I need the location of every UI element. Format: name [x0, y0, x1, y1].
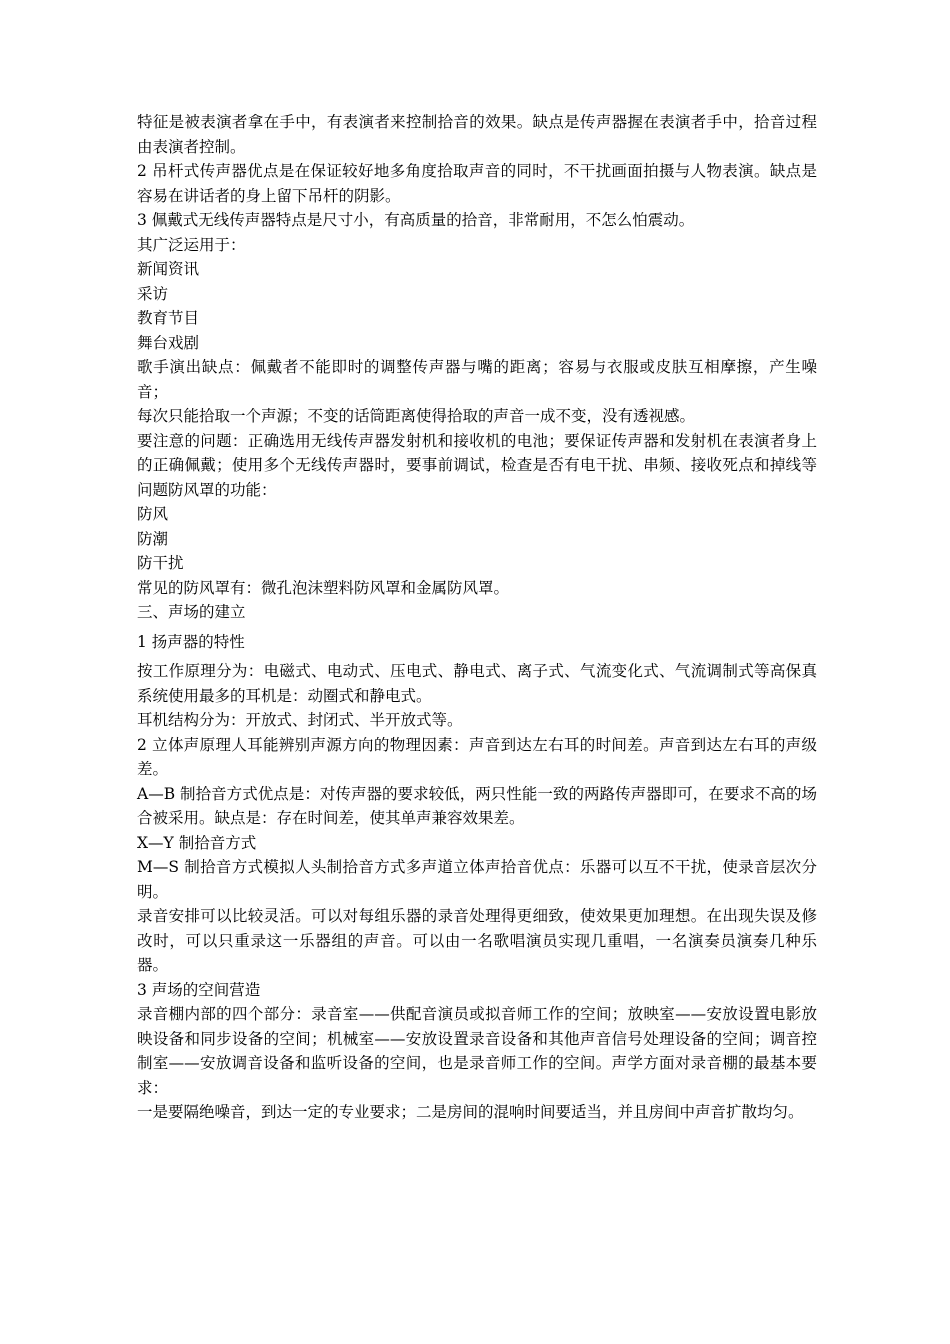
- paragraph-wearable-wireless-mic: 3 佩戴式无线传声器特点是尺寸小，有高质量的拾音，非常耐用，不怎么怕震动。: [137, 211, 695, 229]
- paragraph-working-principle: 按工作原理分为：电磁式、电动式、压电式、静电式、离子式、气流变化式、气流调制式等高保真系统使用最多的耳机是：动圈式和静电式。: [137, 662, 817, 705]
- list-item-moistureproof: 防潮: [137, 529, 169, 548]
- paragraph-recording-arrangement: 录音安排可以比较灵活。可以对每组乐器的录音处理得更细致，使效果更加理想。在出现失误及修改时，可以只重录这一乐器组的声音。可以由一名歌唱演员实现几重唱，一名演奏员演奏几种乐器。: [137, 907, 817, 974]
- paragraph-ab-technique: A—B 制拾音方式优点是：对传声器的要求较低，两只性能一致的两路传声器即可，在要求不高的场合被采用。缺点是：存在时间差，使其单声兼容效果差。: [137, 784, 817, 827]
- paragraph-mic-handheld-cons: 特征是被表演者拿在手中，有表演者来控制拾音的效果。缺点是传声器握在表演者手中，拾音过程由表演者控制。: [137, 113, 817, 156]
- paragraph-usage-intro: 其广泛运用于：: [137, 235, 246, 254]
- paragraph-attention-issues: 要注意的问题：正确选用无线传声器发射机和接收机的电池；要保证传声器和发射机在表演者身上的正确佩戴；使用多个无线传声器时，要事前调试，检查是否有电干扰、串频、接收死点和掉线等问题防风罩的功能：: [137, 431, 817, 499]
- subheading-speaker-characteristics: 1 扬声器的特性: [137, 632, 245, 651]
- list-item-windproof: 防风: [137, 505, 169, 523]
- list-item-education: 教育节目: [137, 309, 200, 327]
- paragraph-stereo-principle: 2 立体声原理人耳能辨别声源方向的物理因素：声音到达左右耳的时间差。声音到达左右耳的声级差。: [137, 735, 817, 778]
- paragraph-acoustic-requirements: 一是要隔绝噪音，到达一定的专业要求；二是房间的混响时间要适当，并且房间中声音扩散均匀。: [137, 1103, 804, 1121]
- paragraph-xy-technique: X—Y 制拾音方式: [137, 833, 257, 852]
- paragraph-windscreen-types: 常见的防风罩有：微孔泡沫塑料防风罩和金属防风罩。: [137, 578, 510, 597]
- section-heading-sound-field: 三、声场的建立: [137, 603, 246, 621]
- paragraph-boom-mic: 2 吊杆式传声器优点是在保证较好地多角度拾取声音的同时，不干扰画面拍摄与人物表演。缺点是容易在讲话者的身上留下吊杆的阴影。: [137, 162, 817, 205]
- subheading-spatial-construction: 3 声场的空间营造: [137, 980, 261, 999]
- paragraph-studio-parts: 录音棚内部的四个部分：录音室——供配音演员或拟音师工作的空间；放映室——安放设置电影放映设备和同步设备的空间；机械室——安放设置录音设备和其他声音信号处理设备的空间；调音控制室——安放调音设备和监听设备的空间，也是录音师工作的空间。声学方面对录音棚的最基本要求：: [137, 1005, 817, 1097]
- paragraph-headphone-structure: 耳机结构分为：开放式、封闭式、半开放式等。: [137, 711, 463, 729]
- document-body: [137, 110, 817, 1125]
- paragraph-singer-cons: 歌手演出缺点：佩戴者不能即时的调整传声器与嘴的距离；容易与衣服或皮肤互相摩擦，产生噪音；: [137, 358, 817, 401]
- list-item-news: 新闻资讯: [137, 260, 200, 278]
- list-item-anti-interference: 防干扰: [137, 554, 184, 572]
- paragraph-single-source: 每次只能拾取一个声源；不变的话筒距离使得拾取的声音一成不变，没有透视感。: [137, 407, 696, 425]
- paragraph-ms-technique: M—S 制拾音方式模拟人头制拾音方式多声道立体声拾音优点：乐器可以互不干扰，使录音层次分明。: [137, 858, 817, 901]
- list-item-interview: 采访: [137, 284, 169, 303]
- list-item-stage-drama: 舞台戏剧: [137, 333, 200, 352]
